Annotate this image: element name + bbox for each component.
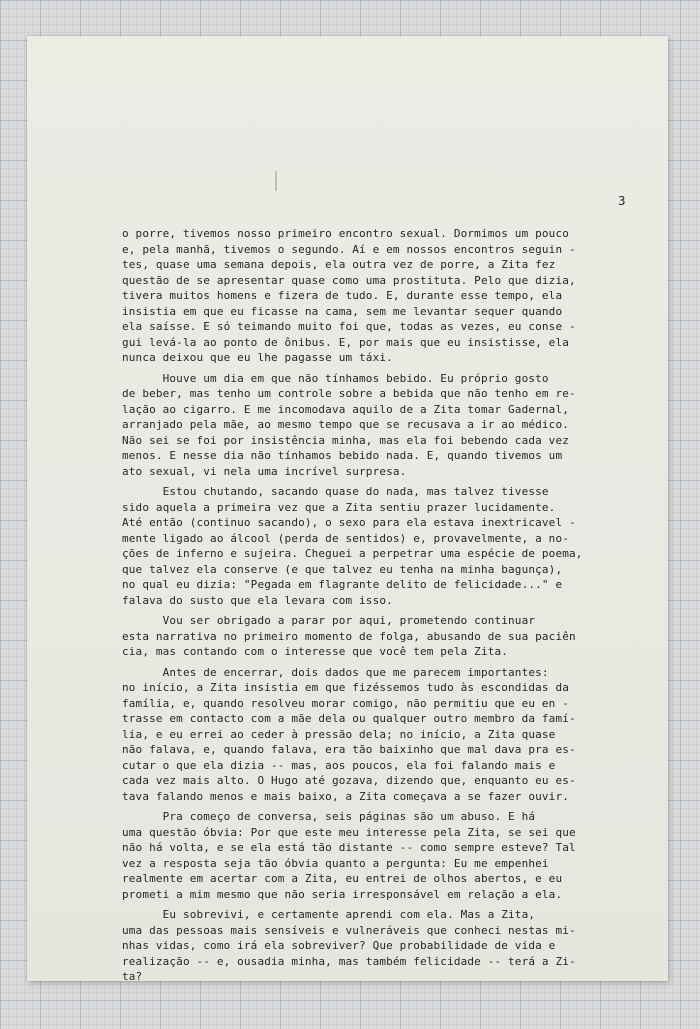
text-line: arranjado pela mãe, ao mesmo tempo que se recusava a ir ao médico. [122, 418, 569, 431]
text-line: lia, e eu errei ao ceder à pressão dela; no início, a Zita quase [122, 727, 556, 741]
text-line: cada vez mais alto. O Hugo até gozava, dizendo que, enquanto eu es- [122, 774, 576, 787]
text-line: cutar o que ela dizia -- mas, aos poucos, ela foi falando mais e [122, 758, 556, 772]
text-line: prometi a mim mesmo que não seria irresponsável em relação a ela. [122, 887, 563, 901]
text-line: cia, mas contando com o interesse que você tem pela Zita. [122, 645, 509, 658]
text-line: tivera muitos homens e fizera de tudo. E, durante esse tempo, ela [122, 289, 563, 302]
text-line: Não sei se foi por insistência minha, mas ela foi bebendo cada vez [122, 433, 569, 447]
text-line: sido aquela a primeira vez que a Zita sentiu prazer lucidamente. [122, 500, 556, 514]
text-line: tes, quase uma semana depois, ela outra vez de porre, a Zita fez [122, 258, 556, 271]
text-line: questão de se apresentar quase como uma prostituta. Pelo que dizia, [122, 273, 576, 287]
paragraph [122, 907, 668, 985]
paragraph [122, 371, 668, 480]
text-line: família, e, quando resolveu morar comigo, não permitiu que eu en - [122, 696, 569, 710]
text-line: de beber, mas tenho um controle sobre a bebida que não tenho em re- [122, 387, 576, 400]
text-line: nunca deixou que eu lhe pagasse um táxi. [122, 351, 393, 364]
paragraph [122, 665, 668, 805]
text-line: lação ao cigarro. E me incomodava aquilo de a Zita tomar Gadernal, [122, 402, 569, 416]
text-line: menos. E nesse dia não tínhamos bebido nada. E, quando tivemos um [122, 449, 563, 462]
text-line: realização -- e, ousadia minha, mas também felicidade -- terá a Zi- [122, 954, 576, 968]
text-line: uma das pessoas mais sensíveis e vulneráveis que conheci nestas mi- [122, 923, 576, 937]
text-line: uma questão óbvia: Por que este meu interesse pela Zita, se sei que [122, 825, 576, 839]
text-line: ções de inferno e sujeira. Cheguei a perpetrar uma espécie de poema, [122, 547, 583, 560]
text-line: ta? [122, 970, 143, 983]
text-line: o porre, tivemos nosso primeiro encontro sexual. Dormimos um pouco [122, 227, 569, 240]
text-line: trasse em contacto com a mãe dela ou qualquer outro membro da famí- [122, 712, 576, 725]
text-line: realmente em acertar com a Zita, eu entrei de olhos abertos, e eu [122, 872, 563, 885]
text-line: no qual eu dizia: "Pegada em flagrante delito de felicidade..." e [122, 578, 563, 591]
paper-crease [275, 171, 277, 191]
text-line: ela saísse. E só teimando muito foi que, todas as vezes, eu conse - [122, 320, 576, 333]
text-line: e, pela manhã, tivemos o segundo. Aí e em nossos encontros seguin - [122, 242, 576, 256]
text-line: Pra começo de conversa, seis páginas são um abuso. E há [122, 810, 536, 823]
text-line: Antes de encerrar, dois dados que me parecem importantes: [122, 665, 549, 679]
text-line: falava do susto que ela levara com isso. [122, 593, 393, 607]
page-number: 3 [618, 193, 626, 208]
paragraph [122, 809, 668, 902]
text-line: Eu sobrevivi, e certamente aprendi com ela. Mas a Zita, [122, 908, 536, 921]
paragraph [122, 613, 668, 660]
text-line: ato sexual, vi nela uma incrível surpresa. [122, 464, 407, 478]
letter-body [122, 226, 668, 990]
text-line: no início, a Zita insistia em que fizéssemos tudo às escondidas da [122, 681, 569, 694]
text-line: nhas vidas, como irá ela sobreviver? Que probabilidade de vida e [122, 939, 556, 952]
text-line: Vou ser obrigado a parar por aqui, prometendo continuar [122, 614, 536, 627]
text-line: tava falando menos e mais baixo, a Zita começava a se fazer ouvir. [122, 789, 569, 803]
text-line: Até então (continuo sacando), o sexo para ela estava inextricavel - [122, 516, 576, 529]
text-line: insistia em que eu ficasse na cama, sem me levantar sequer quando [122, 304, 563, 318]
text-line: não há volta, e se ela está tão distante -- como sempre esteve? Tal [122, 841, 576, 854]
text-line: esta narrativa no primeiro momento de folga, abusando de sua paciên [122, 629, 576, 643]
text-line: mente ligado ao álcool (perda de sentidos) e, provavelmente, a no- [122, 531, 569, 545]
text-line: Estou chutando, sacando quase do nada, mas talvez tivesse [122, 485, 549, 498]
text-line: que talvez ela conserve (e que talvez eu tenha na minha bagunça), [122, 562, 563, 576]
text-line: gui levá-la ao ponto de ônibus. E, por mais que eu insistisse, ela [122, 335, 569, 349]
text-line: não falava, e, quando falava, era tão baixinho que mal dava pra es- [122, 743, 576, 756]
paragraph [122, 484, 668, 608]
text-line: Houve um dia em que não tínhamos bebido. Eu próprio gosto [122, 371, 549, 385]
typewritten-page [27, 36, 668, 981]
paragraph [122, 226, 668, 366]
text-line: vez a resposta seja tão óbvia quanto a pergunta: Eu me empenhei [122, 856, 549, 870]
